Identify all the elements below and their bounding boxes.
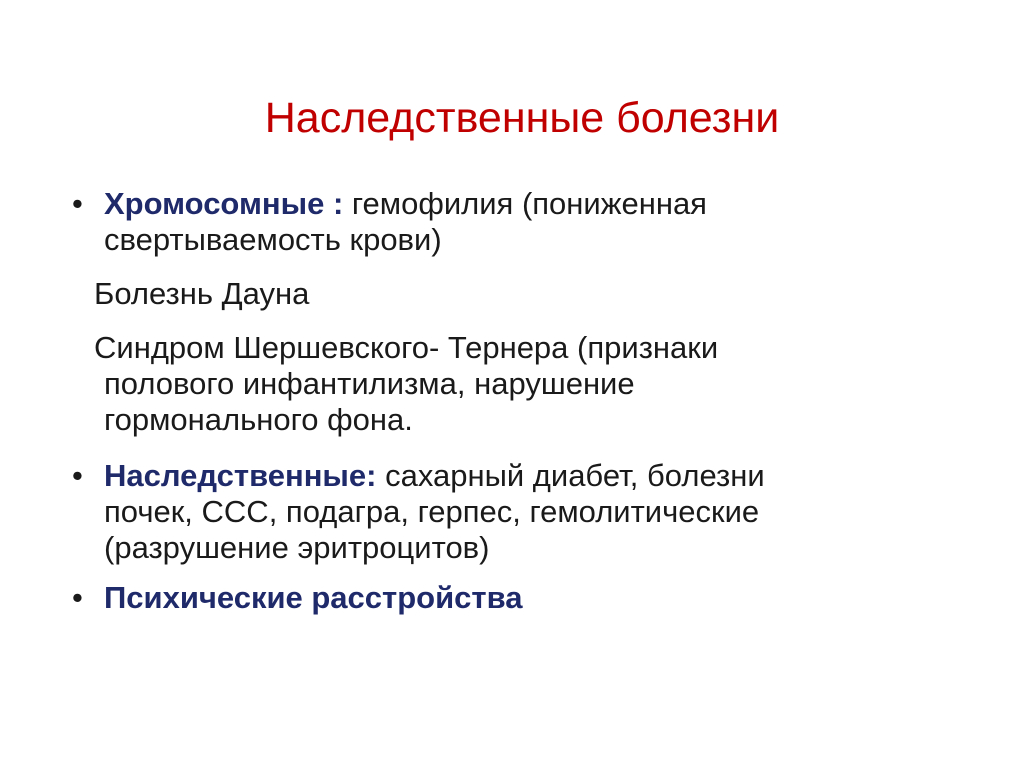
list-item-text: свертываемость крови) bbox=[104, 222, 442, 257]
slide-title: Наследственные болезни bbox=[264, 94, 780, 142]
list-item-text: гемофилия (пониженная bbox=[343, 186, 707, 221]
list-item-lead: Психические расстройства bbox=[104, 580, 523, 615]
bullet-icon: • bbox=[72, 458, 83, 493]
plain-text: полового инфантилизма, нарушение bbox=[104, 366, 635, 401]
list-item-lead: Наследственные: bbox=[104, 458, 377, 493]
plain-text: Болезнь Дауна bbox=[94, 276, 310, 311]
list-item-mental bbox=[72, 580, 952, 616]
list-item-text: сахарный диабет, болезни bbox=[376, 458, 765, 493]
list-item-text: почек, ССС, подагра, герпес, гемолитические bbox=[104, 494, 760, 529]
plain-text: гормонального фона. bbox=[104, 402, 413, 437]
list-item-line bbox=[104, 186, 952, 222]
plain-line-turner-syndrome bbox=[72, 330, 952, 438]
list-item-line bbox=[104, 458, 952, 494]
bullet-list bbox=[72, 186, 952, 640]
bullet-icon: • bbox=[72, 186, 83, 221]
plain-line-down-syndrome bbox=[72, 276, 952, 312]
list-item-chromosomal bbox=[72, 186, 952, 258]
plain-text: Синдром Шершевского- Тернера (признаки bbox=[94, 330, 719, 365]
list-item-text: (разрушение эритроцитов) bbox=[104, 530, 490, 565]
list-item-hereditary bbox=[72, 458, 952, 566]
bullet-icon: • bbox=[72, 580, 83, 615]
list-item-lead: Хромосомные : bbox=[104, 186, 344, 221]
